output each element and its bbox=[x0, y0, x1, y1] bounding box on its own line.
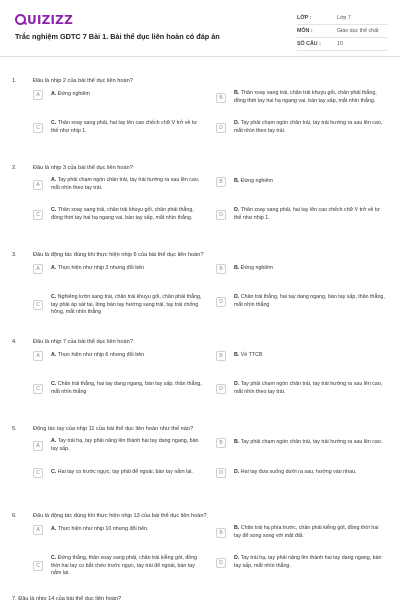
answer-option-b[interactable] bbox=[216, 264, 386, 274]
option-text bbox=[234, 120, 386, 135]
option-letter-badge: B bbox=[216, 264, 226, 274]
meta-value: Lớp 7 bbox=[337, 15, 351, 21]
option-letter-badge: A bbox=[33, 180, 43, 190]
option-body: Tay phải chạm ngón chân trái, tay trái hướng ra sau lên cao. bbox=[240, 439, 383, 446]
answer-option-a[interactable] bbox=[33, 264, 203, 274]
option-key: D. bbox=[234, 120, 240, 126]
option-key: B. bbox=[234, 90, 240, 96]
option-letter-badge: A bbox=[33, 264, 43, 274]
option-key: B. bbox=[234, 265, 240, 272]
option-text bbox=[51, 438, 203, 453]
option-text bbox=[51, 207, 203, 222]
question-item bbox=[0, 165, 400, 252]
option-key: B. bbox=[234, 178, 240, 185]
option-key: D. bbox=[234, 207, 240, 213]
option-body: Tay trái hạ, tay phải nâng lên thành hai tay dang ngang, bàn tay sấp. bbox=[51, 438, 199, 452]
option-text bbox=[234, 294, 386, 309]
meta-value: Giáo dục thể chất bbox=[337, 28, 379, 34]
option-text bbox=[51, 381, 203, 396]
option-text bbox=[234, 207, 386, 222]
option-letter-badge: A bbox=[33, 525, 43, 535]
question-item bbox=[0, 339, 400, 426]
option-key: D. bbox=[234, 294, 240, 300]
meta-subject bbox=[297, 25, 387, 38]
option-text bbox=[234, 525, 386, 540]
option-body: Đứng nghiêm bbox=[240, 178, 273, 185]
option-letter-badge: B bbox=[216, 528, 226, 538]
option-body: Chân trái thẳng, hai tay dang ngang, bàn tay sấp, thân thẳng, mắt nhìn thẳng bbox=[234, 294, 385, 308]
answer-option-c[interactable] bbox=[33, 555, 203, 578]
question-text: Đâu là nhịp 2 của bài thể dục liên hoàn? bbox=[33, 78, 133, 84]
answer-option-b[interactable] bbox=[216, 177, 386, 187]
question-item bbox=[0, 513, 400, 600]
option-letter-badge: A bbox=[33, 351, 43, 361]
option-text bbox=[51, 177, 203, 192]
option-body: Thân xoay sang phải, hai tay lên cao chếch chữ V trở về tư thế như nhịp 1. bbox=[51, 120, 197, 134]
option-text bbox=[51, 294, 203, 317]
option-body: Tay trái hạ, tay phải nâng lên thành hai tay dang ngang, bàn tay sấp, mắt nhìn thẳng. bbox=[234, 555, 382, 569]
option-key: B. bbox=[234, 525, 240, 531]
option-body: Thực hiện như nhịp 3 nhưng đổi bên bbox=[57, 265, 145, 272]
question-number: 5. bbox=[12, 426, 17, 432]
option-letter-badge: A bbox=[33, 441, 43, 451]
option-text bbox=[234, 352, 262, 360]
option-letter-badge: A bbox=[33, 90, 43, 100]
option-text bbox=[51, 469, 193, 477]
option-text bbox=[51, 265, 144, 273]
quizizz-logo bbox=[15, 13, 73, 27]
option-body: Chân trái thẳng, hai tay dang ngang, bàn tay sấp, thân thẳng, mắt nhìn thẳng bbox=[51, 381, 202, 395]
answer-option-c[interactable] bbox=[33, 207, 203, 222]
option-letter-badge: D bbox=[216, 558, 226, 568]
answer-option-b[interactable] bbox=[216, 351, 386, 361]
option-letter-badge: B bbox=[216, 177, 226, 187]
option-body: Hai tay đưa xuống dưới ra sau, hướng vào nhau. bbox=[240, 469, 357, 476]
answer-option-c[interactable] bbox=[33, 381, 203, 396]
option-body: Tay phải chạm ngón chân trái, tay trái hướng ra sau lên cao, mắt nhìn theo tay trái. bbox=[234, 120, 383, 134]
answer-option-d[interactable] bbox=[216, 294, 386, 309]
question-text: Đâu là động tác đúng khi thực hiện nhịp 13 của bài thể dục liên hoàn? bbox=[33, 513, 207, 519]
answer-option-a[interactable] bbox=[33, 90, 203, 100]
answer-option-c[interactable] bbox=[33, 120, 203, 135]
quiz-meta bbox=[297, 12, 387, 51]
question-text: Đâu là nhịp 3 của bài thể dục liên hoàn? bbox=[33, 165, 133, 171]
option-text bbox=[51, 352, 144, 360]
option-text bbox=[234, 178, 273, 186]
option-letter-badge: B bbox=[216, 93, 226, 103]
option-letter-badge: C bbox=[33, 468, 43, 478]
option-body: Đứng nghiêm bbox=[240, 265, 273, 272]
option-body: Đứng nghiêm bbox=[57, 91, 90, 98]
question-list bbox=[0, 78, 400, 600]
option-letter-badge: B bbox=[216, 351, 226, 361]
option-key: C. bbox=[51, 469, 57, 476]
option-body: Thực hiện như nhịp 10 nhưng đổi bên. bbox=[57, 526, 149, 533]
option-text bbox=[234, 381, 386, 396]
logo-q-icon bbox=[15, 14, 26, 25]
option-text bbox=[51, 120, 203, 135]
answer-option-d[interactable] bbox=[216, 468, 386, 478]
option-key: A. bbox=[51, 265, 57, 272]
meta-label: MÔN : bbox=[297, 28, 313, 34]
answer-option-c[interactable] bbox=[33, 468, 203, 478]
cut-off-question: 7. Đâu là nhịp 14 của bài thể dục liên hoàn? bbox=[12, 596, 122, 600]
question-number: 1. bbox=[12, 78, 17, 84]
meta-class bbox=[297, 12, 387, 25]
option-key: B. bbox=[234, 439, 240, 446]
option-key: C. bbox=[51, 207, 57, 213]
option-key: A. bbox=[51, 352, 57, 359]
option-text bbox=[51, 555, 203, 578]
option-key: D. bbox=[234, 381, 240, 387]
answer-option-b[interactable] bbox=[216, 438, 386, 448]
answer-option-d[interactable] bbox=[216, 555, 386, 570]
option-body: Chân trái hạ phía trước, chân phải kiễng gót, đồng thời hai tay để song song với mặt đất. bbox=[234, 525, 379, 539]
answer-option-a[interactable] bbox=[33, 177, 203, 192]
option-body: Tay phải chạm ngón chân trái, tay trái hướng ra sau lên cao, mắt nhìn theo tay trái. bbox=[234, 381, 383, 395]
option-body: Nghiêng lườn sang trái, chân trái khuỵu gối, chân phải thẳng, tay phải áp sát tai, lòng bàn tay hướng sang trái, tay trái chống hông, mắt nhìn thẳng bbox=[51, 294, 202, 315]
option-body: Thân xoay sang phải, hai tay lên cao chếch chữ V trở về tư thế như nhịp 1. bbox=[234, 207, 380, 221]
option-letter-badge: C bbox=[33, 210, 43, 220]
option-letter-badge: D bbox=[216, 384, 226, 394]
meta-count bbox=[297, 38, 387, 51]
question-number: 4. bbox=[12, 339, 17, 345]
meta-value: 10 bbox=[337, 41, 343, 47]
option-body: Hai tay co trước ngực, tay phải để ngoài, bàn tay nắm lại. bbox=[57, 469, 193, 476]
option-key: A. bbox=[51, 438, 57, 444]
option-key: D. bbox=[234, 469, 240, 476]
answer-option-c[interactable] bbox=[33, 294, 203, 317]
option-letter-badge: D bbox=[216, 210, 226, 220]
question-text: Đâu là nhịp 7 của bài thể dục liên hoàn? bbox=[33, 339, 133, 345]
header-divider bbox=[0, 56, 400, 57]
meta-label: LỚP : bbox=[297, 15, 312, 21]
answer-option-b[interactable] bbox=[216, 90, 386, 105]
option-letter-badge: D bbox=[216, 297, 226, 307]
option-text bbox=[234, 469, 356, 477]
option-letter-badge: C bbox=[33, 561, 43, 571]
option-body: Thực hiện như nhịp 6 nhưng đổi bên bbox=[57, 352, 145, 359]
option-key: A. bbox=[51, 526, 57, 533]
option-text bbox=[234, 265, 273, 273]
option-body: Tay phải chạm ngón chân trái, tay trái hướng ra sau lên cao, mắt nhìn theo tay trái. bbox=[51, 177, 200, 191]
question-item bbox=[0, 252, 400, 339]
option-letter-badge: D bbox=[216, 468, 226, 478]
option-letter-badge: D bbox=[216, 123, 226, 133]
logo-text: UIZIZZ bbox=[27, 13, 73, 27]
question-text: Đâu là động tác đúng khi thực hiện nhịp 6 của bài thể dục liên hoàn? bbox=[33, 252, 204, 258]
option-text bbox=[51, 91, 90, 99]
option-key: C. bbox=[51, 555, 57, 561]
answer-option-a[interactable] bbox=[33, 438, 203, 453]
answer-option-a[interactable] bbox=[33, 525, 203, 535]
option-body: Về TTCB bbox=[240, 352, 263, 359]
quiz-title: Trắc nghiệm GDTC 7 Bài 1. Bài thể dục liên hoàn có đáp án bbox=[15, 32, 220, 41]
option-key: C. bbox=[51, 120, 57, 126]
option-body: Thân xoay sang trái, chân trái khuỵu gối, chân phải thẳng, đồng thời tay hai hạ ngang vai, bàn tay sấp, mắt nhìn thẳng. bbox=[234, 90, 377, 104]
question-item bbox=[0, 426, 400, 513]
question-number: 6. bbox=[12, 513, 17, 519]
option-letter-badge: B bbox=[216, 438, 226, 448]
option-text bbox=[234, 555, 386, 570]
option-letter-badge: C bbox=[33, 300, 43, 310]
option-letter-badge: C bbox=[33, 384, 43, 394]
option-key: B. bbox=[234, 352, 240, 359]
option-text bbox=[234, 90, 386, 105]
option-key: D. bbox=[234, 555, 240, 561]
option-key: C. bbox=[51, 381, 57, 387]
option-body: Thân xoay sang trái, chân trái khuỵu gối, chân phải thẳng, đồng thời tay hai hạ ngang vai, bàn tay sấp, mắt nhìn thẳng. bbox=[51, 207, 194, 221]
answer-option-d[interactable] bbox=[216, 381, 386, 396]
option-key: C. bbox=[51, 294, 57, 300]
question-text: Động tác tay của nhịp 11 của bài thể dục liên hoàn như thế nào? bbox=[33, 426, 194, 432]
option-body: Đứng thẳng, thân xoay sang phải, chân trái kiễng gót, đồng thời hai tay co bắt chéo trước ngực, tay trái để ngoài, bàn tay nắm lại. bbox=[51, 555, 198, 576]
meta-label: SỐ CÂU : bbox=[297, 41, 321, 47]
option-text bbox=[51, 526, 148, 534]
option-key: A. bbox=[51, 91, 57, 98]
answer-option-d[interactable] bbox=[216, 120, 386, 135]
answer-option-b[interactable] bbox=[216, 525, 386, 540]
option-text bbox=[234, 439, 382, 447]
answer-option-d[interactable] bbox=[216, 207, 386, 222]
question-item bbox=[0, 78, 400, 165]
question-number: 3. bbox=[12, 252, 17, 258]
option-letter-badge: C bbox=[33, 123, 43, 133]
option-key: A. bbox=[51, 177, 57, 183]
question-number: 2. bbox=[12, 165, 17, 171]
answer-option-a[interactable] bbox=[33, 351, 203, 361]
